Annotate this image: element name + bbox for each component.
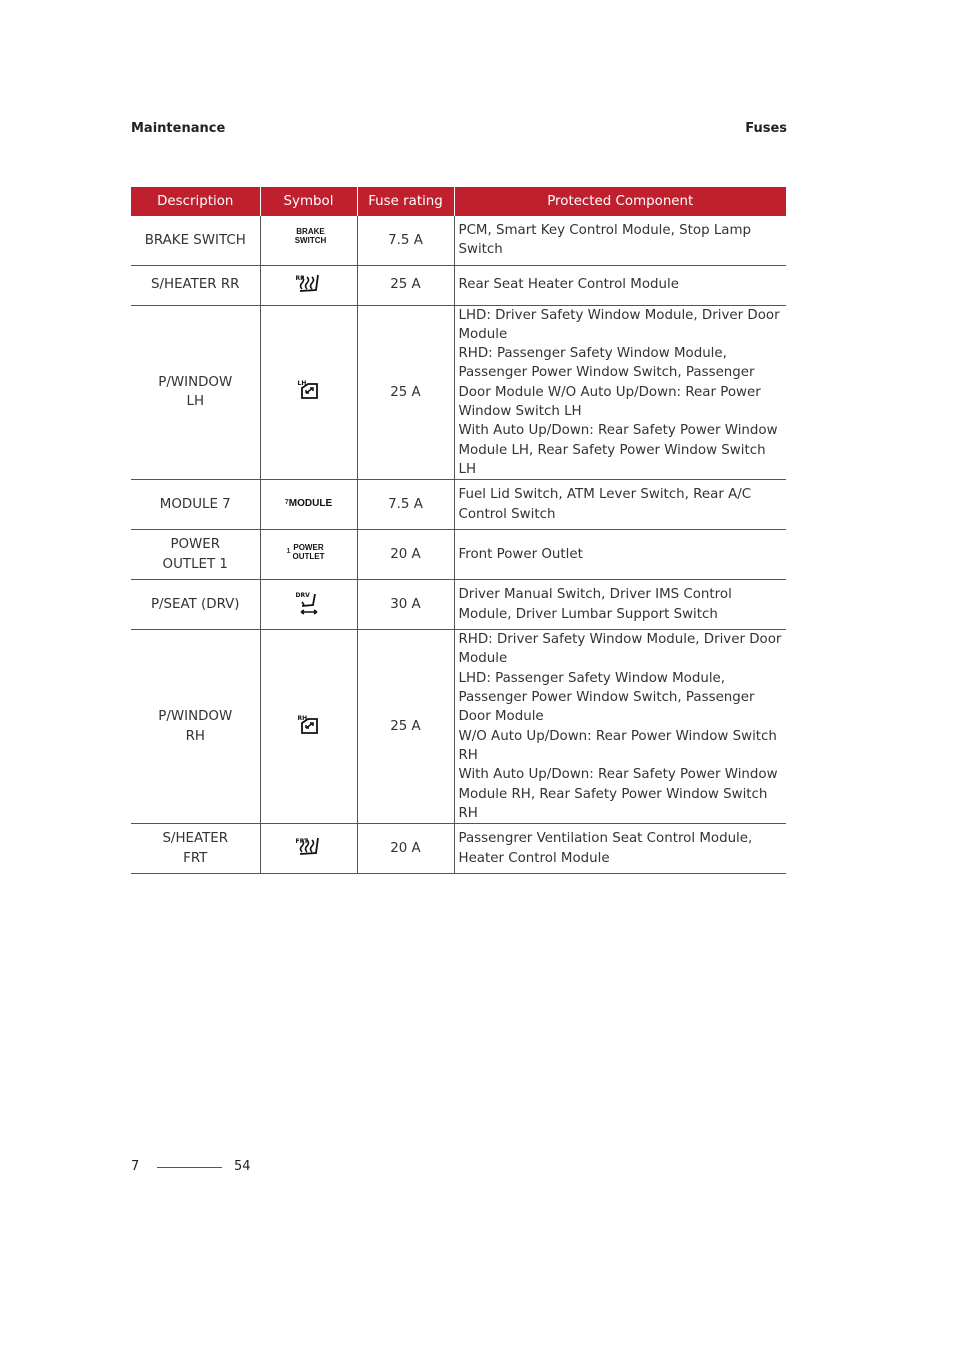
description-cell: BRAKE SWITCH: [131, 216, 260, 265]
table-row: [131, 630, 786, 824]
symbol-cell: [260, 824, 357, 874]
page-number: 54: [234, 1159, 251, 1174]
table-row: [131, 530, 786, 580]
component-cell: Passengrer Ventilation Seat Control Module, Heater Control Module: [454, 824, 786, 874]
column-header-symbol: Symbol: [260, 187, 357, 216]
table-row: [131, 480, 786, 530]
symbol-text-bottom: OUTLET: [292, 551, 325, 561]
rating-cell: 20 A: [357, 824, 454, 874]
symbol-cell: [260, 580, 357, 630]
symbol-small-label: FRT: [295, 838, 309, 846]
symbol-small-label: RH: [297, 714, 308, 722]
symbol-number: 1: [286, 548, 291, 556]
component-cell: Fuel Lid Switch, ATM Lever Switch, Rear A/C Control Switch: [454, 480, 786, 530]
component-cell: [454, 305, 786, 480]
description-cell: [131, 630, 260, 824]
description-cell: S/HEATER RR: [131, 265, 260, 305]
symbol-cell: [260, 480, 357, 530]
symbol-cell: [260, 530, 357, 580]
description-text: POWER OUTLET 1: [162, 537, 228, 572]
component-line: With Auto Up/Down: Rear Safety Power Window Module RH, Rear Safety Power Window Switch RH: [458, 767, 778, 821]
description-cell: [131, 824, 260, 874]
rating-cell: 7.5 A: [357, 216, 454, 265]
description-text: P/WINDOW LH: [158, 375, 233, 410]
power-window-icon: [284, 709, 334, 739]
description-cell: MODULE 7: [131, 480, 260, 530]
symbol-cell: [260, 216, 357, 265]
component-line: RHD: Driver Safety Window Module, Driver Door Module: [458, 632, 782, 667]
component-cell: PCM, Smart Key Control Module, Stop Lamp Switch: [454, 216, 786, 265]
table-row: [131, 305, 786, 480]
symbol-cell: [260, 305, 357, 480]
power-seat-icon: [284, 586, 334, 618]
rating-cell: 25 A: [357, 265, 454, 305]
symbol-small-label: RR: [295, 274, 305, 282]
column-header-description: Description: [131, 187, 260, 216]
seat-heater-icon: [284, 267, 334, 297]
symbol-small-label: LH: [297, 380, 307, 388]
brake-switch-label-icon: [279, 225, 339, 249]
topic-title: Fuses: [745, 121, 787, 136]
symbol-cell: [260, 630, 357, 824]
symbol-text: MODULE: [288, 497, 333, 509]
rating-cell: 7.5 A: [357, 480, 454, 530]
power-outlet-label-icon: [286, 543, 325, 561]
table-row: [131, 265, 786, 305]
description-text: S/HEATER FRT: [162, 831, 229, 866]
description-cell: [131, 305, 260, 480]
table-row: [131, 580, 786, 630]
description-text: P/WINDOW RH: [158, 709, 233, 744]
rating-cell: 30 A: [357, 580, 454, 630]
column-header-protected-component: Protected Component: [454, 187, 786, 216]
module-label-icon: [285, 493, 332, 513]
table-header-row: [131, 187, 786, 216]
rating-cell: 25 A: [357, 630, 454, 824]
footer-divider: [157, 1167, 222, 1168]
seat-heater-icon: [284, 830, 334, 860]
column-header-fuse-rating: Fuse rating: [357, 187, 454, 216]
component-line: LHD: Driver Safety Window Module, Driver Door Module: [458, 307, 780, 342]
rating-cell: 25 A: [357, 305, 454, 480]
component-line: LHD: Passenger Safety Window Module, Passenger Power Window Switch, Passenger Door Module: [458, 670, 755, 725]
description-cell: P/SEAT (DRV): [131, 580, 260, 630]
fuse-table: [131, 187, 786, 874]
symbol-cell: [260, 265, 357, 305]
component-line: RHD: Passenger Safety Window Module, Passenger Power Window Switch, Passenger Door Module W/O Auto Up/Down: Rear Power Window Switch LH: [458, 346, 761, 419]
table-row: [131, 824, 786, 874]
rating-cell: 20 A: [357, 530, 454, 580]
chapter-number: 7: [131, 1159, 140, 1174]
section-title: Maintenance: [131, 121, 226, 136]
page-header: [131, 121, 787, 139]
symbol-small-label: DRV: [295, 591, 310, 599]
component-cell: Rear Seat Heater Control Module: [454, 265, 786, 305]
symbol-text-top: POWER: [293, 543, 324, 553]
component-line: W/O Auto Up/Down: Rear Power Window Switch RH: [458, 728, 777, 763]
table-row: [131, 216, 786, 265]
symbol-number: 7: [284, 498, 289, 506]
description-cell: [131, 530, 260, 580]
power-window-icon: [284, 374, 334, 404]
component-cell: Front Power Outlet: [454, 530, 786, 580]
component-cell: Driver Manual Switch, Driver IMS Control Module, Driver Lumbar Support Switch: [454, 580, 786, 630]
component-line: With Auto Up/Down: Rear Safety Power Window Module LH, Rear Safety Power Window Switch LH: [458, 423, 778, 477]
symbol-text-bottom: SWITCH: [294, 235, 327, 245]
symbol-text-top: BRAKE: [296, 227, 325, 237]
component-cell: [454, 630, 786, 824]
